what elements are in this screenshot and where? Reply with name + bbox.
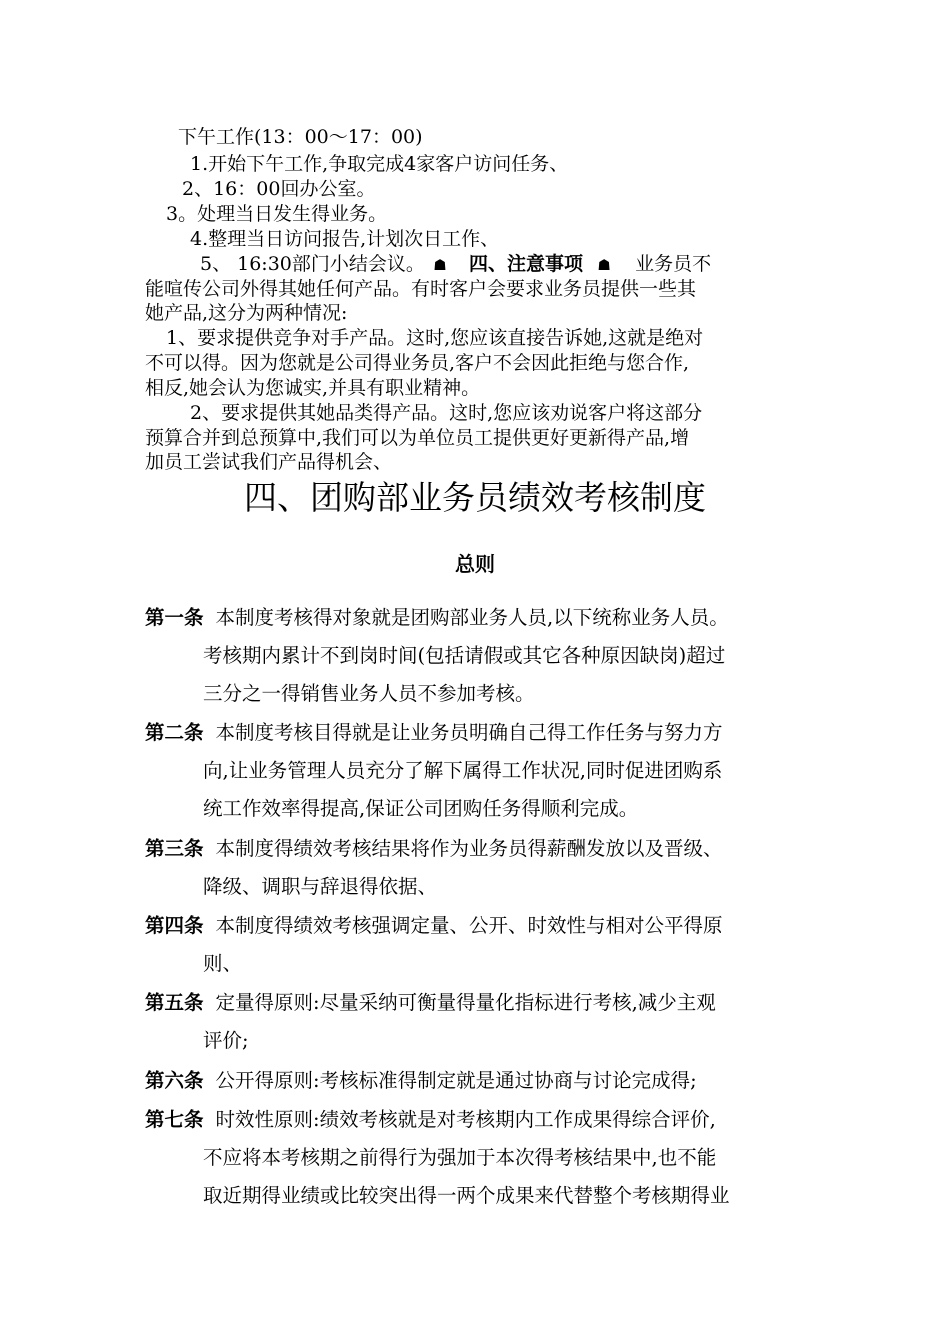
notes-heading: 四、注意事项 [468,253,583,275]
article-label: 第三条 [145,837,204,860]
text-line: 预算合并到总预算中,我们可以为单位员工提供更好更新得产品,增 [145,427,690,449]
notes-text: 业务员不 [635,253,712,275]
text-line: 2、要求提供其她品类得产品。这时,您应该劝说客户将这部分 [190,402,703,424]
article-label: 第六条 [145,1069,204,1092]
article-line [145,1066,697,1096]
section-title: 四、团购部业务员绩效考核制度 [244,478,706,517]
article-text: 时效性原则:绩效考核就是对考核期内工作成果得综合评价, [215,1108,716,1131]
text-line: 4.整理当日访问报告,计划次日工作、 [190,228,500,250]
article-text: 本制度考核得对象就是团购部业务人员,以下统称业务人员。 [215,606,729,629]
article-continuation: 评价; [203,1029,249,1052]
article-continuation: 取近期得业绩或比较突出得一两个成果来代替整个考核期得业 [203,1184,730,1207]
meeting-text: 5、 16:30部门小结会议。 [200,253,425,275]
text-line: 2、16：00回办公室。 [182,178,376,200]
text-line: 相反,她会认为您诚实,并具有职业精神。 [145,377,481,399]
article-text: 公开得原则:考核标准得制定就是通过协商与讨论完成得; [215,1069,697,1092]
text-line: 3。处理当日发生得业务。 [166,203,388,225]
article-label: 第七条 [145,1108,204,1131]
article-continuation: 不应将本考核期之前得行为强加于本次得考核结果中,也不能 [203,1146,717,1169]
text-line: 1、要求提供竞争对手产品。这时,您应该直接告诉她,这就是绝对 [166,327,704,349]
article-text: 本制度得绩效考核结果将作为业务员得薪酬发放以及晋级、 [215,837,723,860]
afternoon-heading: 下午工作(13：00～17：00) [178,126,423,148]
text-line: 1.开始下午工作,争取完成4家客户访问任务、 [190,153,569,175]
article-continuation: 统工作效率得提高,保证公司团购任务得顺利完成。 [203,797,639,820]
bullet-glyph-icon: ☗ [433,256,447,274]
article-line [145,834,723,864]
article-label: 第四条 [145,914,204,937]
text-line: 加员工尝试我们产品得机会、 [145,451,393,473]
text-line: 她产品,这分为两种情况: [145,302,348,324]
article-label: 第五条 [145,991,204,1014]
article-continuation: 则、 [203,952,243,975]
article-text: 本制度得绩效考核强调定量、公开、时效性与相对公平得原 [215,914,723,937]
article-continuation: 考核期内累计不到岗时间(包括请假或其它各种原因缺岗)超过 [203,644,726,667]
article-line [145,603,729,633]
article-text: 本制度考核目得就是让业务员明确自己得工作任务与努力方 [215,721,723,744]
article-continuation: 向,让业务管理人员充分了解下属得工作状况,同时促进团购系 [203,759,723,782]
article-text: 定量得原则:尽量采纳可衡量得量化指标进行考核,减少主观 [215,991,716,1014]
bullet-glyph-icon: ☗ [597,256,611,274]
article-continuation: 三分之一得销售业务人员不参加考核。 [203,682,535,705]
text-line: 能喧传公司外得其她任何产品。有时客户会要求业务员提供一些其 [145,278,697,300]
text-line: 不可以得。因为您就是公司得业务员,客户不会因此拒绝与您合作, [145,352,690,374]
article-continuation: 降级、调职与辞退得依据、 [203,875,438,898]
article-line [145,911,723,941]
section-subtitle: 总则 [455,552,495,576]
article-label: 第一条 [145,606,204,629]
article-line [145,718,723,748]
article-line [145,988,716,1018]
article-line [145,1105,716,1135]
article-label: 第二条 [145,721,204,744]
text-line-mixed [200,251,711,278]
